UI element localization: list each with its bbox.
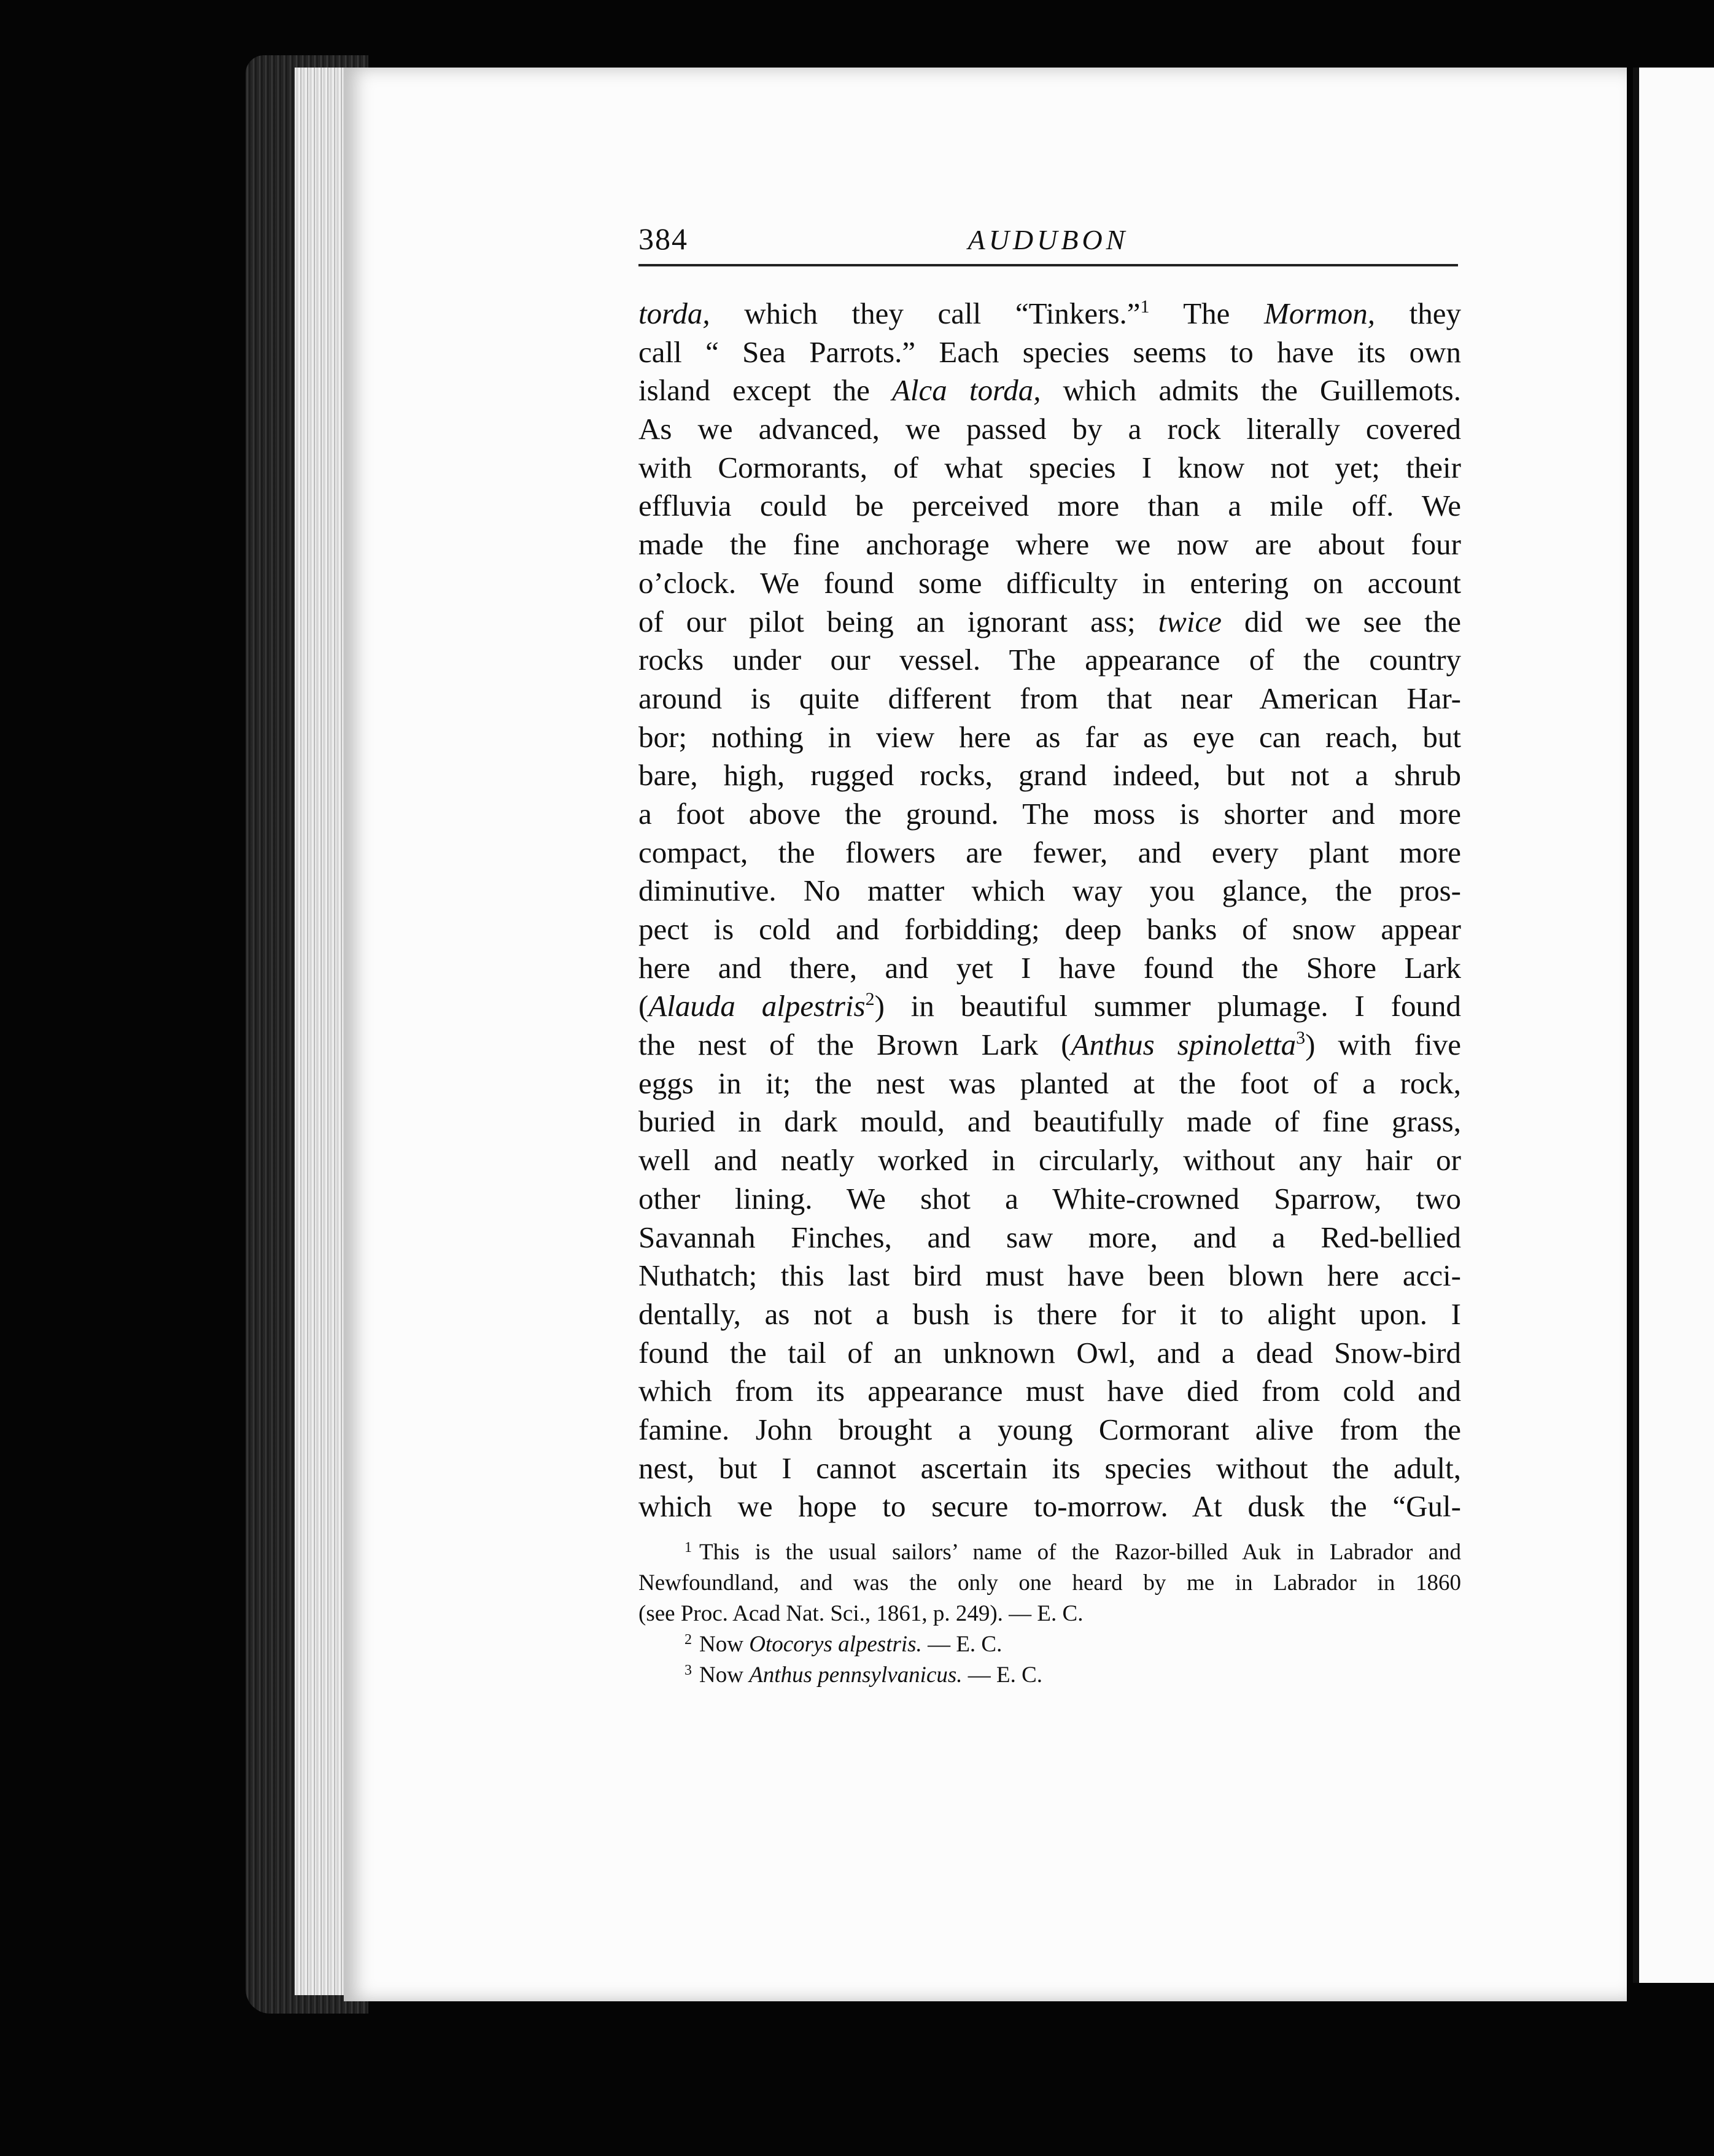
- text-span: famine. John brought a young Cormorant alive from the: [638, 1412, 1461, 1446]
- text-span: which they call “Tinkers.”: [710, 297, 1141, 330]
- footnote-text: Now: [699, 1632, 750, 1657]
- footnote-reference: 3: [1296, 1028, 1306, 1049]
- footnote-mark: 1: [684, 1540, 692, 1556]
- text-line: [638, 1257, 1461, 1295]
- footnote-mark: 2: [684, 1632, 692, 1648]
- text-line: [638, 1219, 1461, 1257]
- footnote-text: — E. C.: [962, 1662, 1043, 1688]
- text-line: [638, 795, 1461, 834]
- body-text: [638, 295, 1461, 1526]
- text-line: [638, 872, 1461, 910]
- text-line: [638, 1487, 1461, 1526]
- footnote-reference: 1: [1140, 297, 1150, 317]
- text-line: [638, 1180, 1461, 1219]
- text-line: [638, 718, 1461, 757]
- text-span: they: [1375, 297, 1461, 330]
- text-span: here and there, and yet I have found the Shore Lark: [638, 950, 1461, 985]
- text-span: which admits the Guillemots.: [1041, 373, 1461, 408]
- text-span: effluvia could be perceived more than a mile off. We: [638, 489, 1461, 523]
- footnote-reference: 2: [865, 989, 875, 1010]
- text-line: [638, 949, 1461, 988]
- text-span: call “ Sea Parrots.” Each species seems to have its own: [638, 335, 1461, 369]
- italic-text: Mormon,: [1264, 297, 1376, 330]
- text-span: ) with five: [1305, 1028, 1461, 1062]
- text-span: bor; nothing in view here as far as eye can reach, but: [638, 719, 1461, 754]
- text-span: well and neatly worked in circularly, without any hair or: [638, 1143, 1461, 1177]
- italic-text: Anthus spinoletta: [1071, 1028, 1297, 1062]
- text-line: [638, 1295, 1461, 1334]
- text-line: [638, 987, 1461, 1026]
- italic-text: Alca torda,: [891, 373, 1041, 408]
- text-line: [638, 1372, 1461, 1411]
- footnote-text: This is the usual sailors’ name of the Razor-billed Auk in Labrador and: [699, 1540, 1461, 1565]
- text-span: found the tail of an unknown Owl, and a dead Snow-bird: [638, 1335, 1461, 1370]
- text-line: [638, 525, 1461, 564]
- text-span: The: [1149, 297, 1265, 330]
- text-span: (: [638, 989, 649, 1023]
- text-span: dentally, as not a bush is there for it to alight upon. I: [638, 1297, 1461, 1331]
- footnote-mark: 3: [684, 1662, 692, 1678]
- footnote-1-line: (see Proc. Acad Nat. Sci., 1861, p. 249). — E. C.: [638, 1601, 1084, 1626]
- text-span: did we see the: [1221, 604, 1461, 638]
- text-span: which we hope to secure to-morrow. At dusk the “Gul-: [638, 1489, 1461, 1524]
- text-line: [638, 641, 1461, 680]
- italic-text: Alauda alpestris: [648, 989, 866, 1023]
- footnotes: [638, 1537, 1461, 1691]
- text-line: [638, 449, 1461, 487]
- text-span: the nest of the Brown Lark (: [638, 1028, 1071, 1062]
- text-span: made the fine anchorage where we now are about four: [638, 527, 1461, 562]
- running-header: [638, 221, 1458, 266]
- text-span: rocks under our vessel. The appearance of the country: [638, 643, 1461, 677]
- text-line: [638, 680, 1461, 718]
- footnote-italic: Anthus pennsylvanicus.: [749, 1662, 963, 1688]
- text-span: Savannah Finches, and saw more, and a Red-bellied: [638, 1220, 1461, 1254]
- text-line: [638, 834, 1461, 872]
- text-line: [638, 1141, 1461, 1180]
- text-line: [638, 910, 1461, 949]
- text-span: Nuthatch; this last bird must have been blown here acci-: [638, 1258, 1461, 1293]
- text-span: with Cormorants, of what species I know not yet; their: [638, 450, 1461, 484]
- text-span: bare, high, rugged rocks, grand indeed, but not a shrub: [638, 758, 1461, 793]
- text-line: [638, 1026, 1461, 1064]
- text-span: of our pilot being an ignorant ass;: [638, 604, 1158, 638]
- text-span: compact, the flowers are fewer, and every plant more: [638, 835, 1461, 869]
- italic-text: twice: [1158, 604, 1222, 638]
- footnote-1-line: [638, 1537, 1461, 1568]
- text-line: [638, 756, 1461, 795]
- text-span: island except the: [638, 373, 892, 408]
- text-line: [638, 1411, 1461, 1449]
- text-span: a foot above the ground. The moss is shorter and more: [638, 796, 1461, 831]
- text-line: [638, 1449, 1461, 1488]
- text-line: [638, 333, 1461, 372]
- text-span: which from its appearance must have died from cold and: [638, 1374, 1461, 1408]
- text-line: [638, 1103, 1461, 1141]
- text-span: eggs in it; the nest was planted at the foot of a rock,: [638, 1066, 1461, 1100]
- text-line: [638, 410, 1461, 449]
- running-title: AUDUBON: [968, 224, 1129, 255]
- text-span: pect is cold and forbidding; deep banks of snow appear: [638, 912, 1461, 946]
- text-line: [638, 564, 1461, 603]
- text-span: other lining. We shot a White-crowned Sparrow, two: [638, 1181, 1461, 1216]
- text-span: o’clock. We found some difficulty in entering on account: [638, 565, 1461, 600]
- text-line: [638, 487, 1461, 525]
- footnote-2: [638, 1629, 1461, 1660]
- text-line: [638, 371, 1461, 410]
- text-line: [638, 1064, 1461, 1103]
- text-span: As we advanced, we passed by a rock literally covered: [638, 412, 1461, 446]
- page-number: 384: [638, 222, 688, 256]
- footnote-3: [638, 1660, 1461, 1691]
- text-span: around is quite different from that near American Har-: [638, 681, 1461, 715]
- footnote-italic: Otocorys alpestris.: [749, 1632, 922, 1657]
- italic-text: torda,: [638, 297, 710, 330]
- text-span: nest, but I cannot ascertain its species without the adult,: [638, 1451, 1461, 1485]
- text-span: diminutive. No matter which way you glance, the pros-: [638, 874, 1461, 908]
- text-span: ) in beautiful summer plumage. I found: [874, 989, 1462, 1023]
- footnote-text: Now: [699, 1662, 750, 1688]
- text-span: buried in dark mould, and beautifully made of fine grass,: [638, 1104, 1461, 1139]
- text-line: [638, 603, 1461, 642]
- facing-page-edge: [1633, 68, 1714, 1983]
- footnote-text: — E. C.: [921, 1632, 1002, 1657]
- text-line: [638, 295, 1461, 333]
- footnote-1-line: Newfoundland, and was the only one heard by me in Labrador in 1860: [638, 1570, 1461, 1596]
- text-line: [638, 1334, 1461, 1373]
